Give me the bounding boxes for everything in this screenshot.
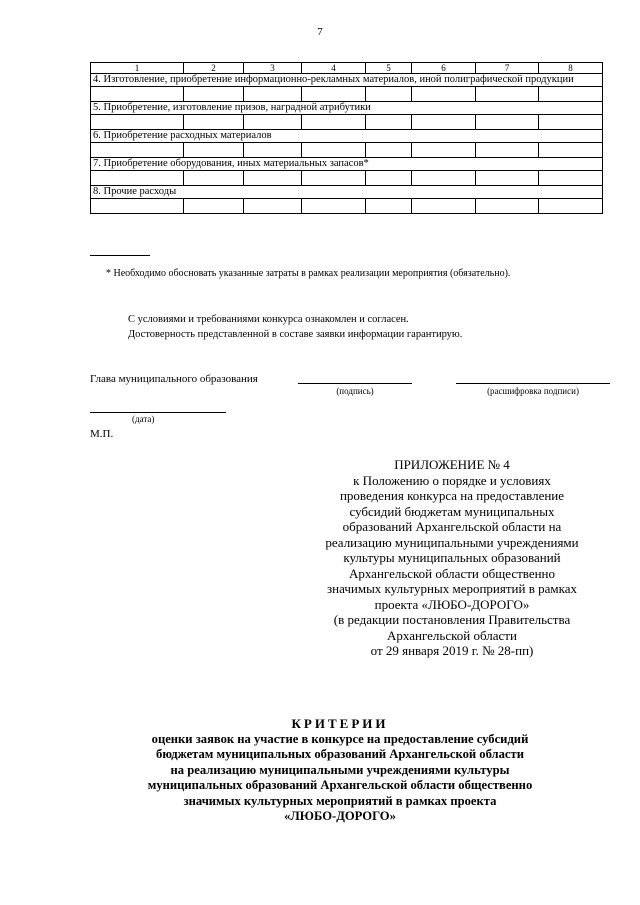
agreement-line: Достоверность представленной в составе заявки информации гарантирую.	[128, 329, 463, 340]
appendix-line: образований Архангельской области на	[342, 519, 562, 534]
header-cell: 2	[184, 63, 244, 74]
date-caption: (дата)	[132, 414, 155, 424]
table-row	[91, 171, 603, 186]
header-cell: 8	[539, 63, 603, 74]
table-header-row	[91, 63, 603, 74]
budget-table	[90, 62, 603, 214]
footnote: * Необходимо обосновать указанные затраты в рамках реализации мероприятия (обязательно).	[106, 268, 511, 279]
table-row	[91, 143, 603, 158]
appendix-line: проведения конкурса на предоставление	[339, 488, 565, 503]
appendix-line: к Положению о порядке и условиях	[353, 472, 551, 488]
agreement-block	[128, 312, 462, 342]
decode-line	[456, 383, 610, 384]
section-row-8: 8. Прочие расходы	[91, 186, 603, 199]
appendix-title: ПРИЛОЖЕНИЕ № 4	[394, 457, 510, 472]
criteria-line: муниципальных образований Архангельской области общественно	[147, 778, 533, 792]
appendix-line: субсидий бюджетам муниципальных	[349, 503, 555, 519]
criteria-line: на реализацию муниципальными учреждениями культуры	[170, 762, 510, 777]
appendix-line: реализацию муниципальными учреждениями	[325, 534, 579, 550]
signature-line	[298, 383, 412, 384]
agreement-line: С условиями и требованиями конкурса ознакомлен и согласен.	[128, 314, 409, 325]
criteria-line: значимых культурных мероприятий в рамках проекта	[183, 793, 497, 808]
date-line	[90, 412, 226, 413]
appendix-line: Архангельской области	[387, 627, 517, 643]
section-row-6: 6. Приобретение расходных материалов	[91, 130, 603, 143]
appendix-line: значимых культурных мероприятий в рамках	[327, 581, 577, 596]
header-cell: 6	[412, 63, 476, 74]
criteria-line: бюджетам муниципальных образований Архангельской области	[156, 747, 524, 761]
appendix-line: от 29 января 2019 г. № 28-пп)	[370, 643, 534, 658]
signature-caption: (подпись)	[336, 386, 374, 396]
header-cell: 3	[244, 63, 302, 74]
header-cell: 4	[302, 63, 366, 74]
appendix-line: проекта «ЛЮБО-ДОРОГО»	[374, 596, 530, 612]
appendix-header	[282, 457, 622, 659]
criteria-heading	[60, 716, 620, 825]
section-row-7: 7. Приобретение оборудования, иных материальных запасов*	[91, 158, 603, 171]
header-cell: 1	[91, 63, 184, 74]
section-row-5: 5. Приобретение, изготовление призов, наградной атрибутики	[91, 102, 603, 115]
page-number: 7	[317, 26, 323, 38]
criteria-line: оценки заявок на участие в конкурсе на предоставление субсидий	[151, 731, 529, 746]
signature-label: Глава муниципального образования	[90, 373, 258, 385]
decode-caption: (расшифровка подписи)	[487, 386, 579, 396]
seal-mark: М.П.	[90, 428, 114, 440]
section-row-4: 4. Изготовление, приобретение информационно-рекламных материалов, иной полиграфической продукции	[91, 74, 603, 87]
criteria-title: КРИТЕРИИ	[291, 716, 389, 731]
table-row	[91, 199, 603, 214]
footnote-separator	[90, 255, 150, 256]
header-cell: 7	[476, 63, 539, 74]
header-cell: 5	[366, 63, 412, 74]
appendix-line: культуры муниципальных образований	[343, 550, 561, 565]
table-row	[91, 115, 603, 130]
appendix-line: (в редакции постановления Правительства	[333, 612, 571, 627]
appendix-line: Архангельской области общественно	[348, 565, 556, 581]
table-row	[91, 87, 603, 102]
criteria-line: «ЛЮБО-ДОРОГО»	[284, 809, 396, 823]
